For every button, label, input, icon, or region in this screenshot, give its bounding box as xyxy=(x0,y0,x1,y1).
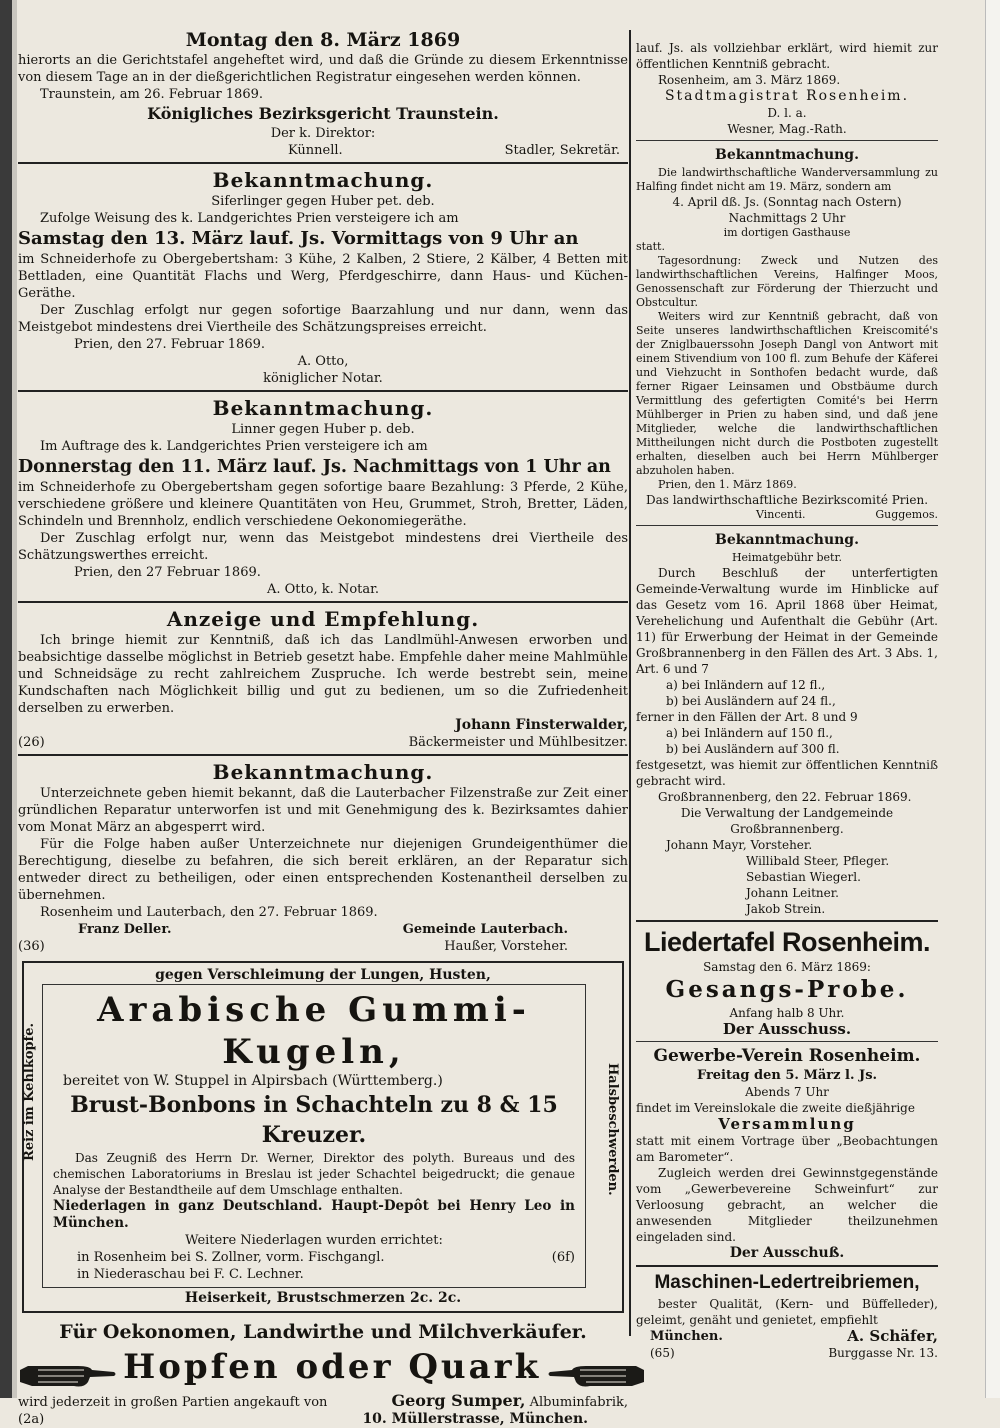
notice-p3: festgesetzt, was hiemit zur öffentlichen Kenntniß gebracht wird. xyxy=(636,758,938,788)
ad-number: (65) xyxy=(650,1346,675,1360)
notice-announcement xyxy=(18,606,628,751)
fee-b2: b) bei Ausländern auf 300 fl. xyxy=(666,742,840,756)
notice-body: lauf. Js. als vollziehbar erklärt, wird hiemit zur öffentlichen Kenntniß gebracht. xyxy=(636,41,938,71)
place-date: Prien, den 1. März 1869. xyxy=(658,478,797,491)
section-rule xyxy=(636,525,938,526)
maker-line: bereitet von W. Stuppel in Alpirsbach (Württemberg.) xyxy=(63,1073,443,1089)
product-title: Arabische Gummi-Kugeln, xyxy=(97,990,531,1072)
notice-date-line: Montag den 8. März 1869 xyxy=(185,29,461,51)
fee-a1: a) bei Inländern auf 12 fl., xyxy=(666,678,826,692)
notice-auction-1 xyxy=(18,167,628,387)
meeting-place: im dortigen Gasthause xyxy=(723,226,851,239)
ad-address: Burggasse Nr. 13. xyxy=(828,1346,938,1360)
signature-3: Wesner, Mag.-Rath. xyxy=(727,122,847,136)
ad-event: Gesangs-Probe. xyxy=(665,976,909,1003)
signature-title: königlicher Notar. xyxy=(263,371,383,386)
signature-role: Der k. Direktor: xyxy=(270,126,376,141)
section-rule xyxy=(18,162,628,164)
product-name: Hopfen oder Quark xyxy=(123,1347,542,1387)
notice-p2: ferner in den Fällen der Art. 8 und 9 xyxy=(636,710,858,724)
buyer-business: Albuminfabrik, xyxy=(529,1394,628,1410)
notice-body: Ich bringe hiemit zur Kenntniß, daß ich das Landlmühl-Anwesen erworben und beabsichtige dasselbe möglichst in Betrieb gesetzt habe. Empfehle daher meine Mahlmühle und Schneidsäge zu recht zahlreichem Zuspruche. Ich werde bestrebt sein, meine Kundschaften nach Möglichkeit billig und gut zu bedienen, um so die Zufriedenheit derselben zu erwerben. xyxy=(18,633,628,716)
gewerbeverein-ad xyxy=(636,1045,938,1262)
ad-name: A. Schäfer, xyxy=(847,1327,938,1345)
notice-agri-meeting xyxy=(636,144,938,522)
place-date: Prien, den 27 Februar 1869. xyxy=(74,565,261,580)
notice-heading: Bekanntmachung. xyxy=(715,147,859,163)
auction-date: Samstag den 13. März lauf. Js. Vormittags von 9 Uhr an xyxy=(18,228,579,249)
notice-body: im Schneiderhofe zu Obergebertsham: 3 Kühe, 2 Kalben, 2 Stiere, 2 Kälber, 4 Betten mit Bettladen, eine Quantität Flachs und Werg, Pferdgeschirre, dann Haus- und Küchen-Geräthe. xyxy=(18,252,628,301)
section-rule xyxy=(636,140,938,141)
municipality: Die Verwaltung der Landgemeinde Großbrannenberg. xyxy=(680,806,894,836)
notice-p1: Die landwirthschaftliche Wanderversammlung zu Halfing findet nicht am 19. März, sondern am xyxy=(636,166,938,193)
ad-time: Anfang halb 8 Uhr. xyxy=(729,1006,845,1020)
section-rule xyxy=(18,754,628,756)
notice-heading: Bekanntmachung. xyxy=(212,760,434,784)
notice-heading: Bekanntmachung. xyxy=(212,168,434,192)
place-date: Rosenheim und Lauterbach, den 27. Februar 1869. xyxy=(40,905,378,920)
ad-event: Versammlung xyxy=(718,1115,856,1133)
notice-heading: Bekanntmachung. xyxy=(212,396,434,420)
notice-intro: Im Auftrage des k. Landgerichtes Prien versteigere ich am xyxy=(40,439,428,454)
left-column xyxy=(18,28,628,1428)
notice-body-2: Für die Folge haben außer Unterzeichnete nur diejenigen Grundeigenthümer die Berechtigung, dieselbe zu befahren, die sich bereit erklären, an der Reparatur sich entweder direct zu betheiligen, oder einen entsprechenden Kostenantheil derselben zu übernehmen. xyxy=(18,837,628,903)
ad-number: (36) xyxy=(18,939,45,954)
column-divider xyxy=(629,30,631,1336)
signatory: Johann Leitner. xyxy=(746,886,839,900)
fee-b1: b) bei Ausländern auf 24 fl., xyxy=(666,694,836,708)
gum-balls-ad xyxy=(22,961,624,1313)
notice-heading: Anzeige und Empfehlung. xyxy=(166,607,480,631)
signature: A. Otto, k. Notar. xyxy=(266,582,380,597)
treibriemen-ad xyxy=(636,1270,938,1361)
ad-time: Abends 7 Uhr xyxy=(745,1085,829,1099)
signature-right: Guggemos. xyxy=(875,508,938,521)
side-text-left: Reiz im Kehlkopfe. xyxy=(22,1023,37,1161)
certificate-text: Das Zeugniß des Herrn Dr. Werner, Direktor des polyth. Bureaus und des chemischen Laboratoriums in Breslau ist jeder Schachtel beigedruckt; die genaue Analyse der Bestandtheile auf dem Umschlage enthalten. xyxy=(53,1151,575,1197)
signature-right: Stadler, Sekretär. xyxy=(504,143,620,158)
notice-court-traunstein xyxy=(18,28,628,159)
meeting-statt: statt. xyxy=(636,240,665,253)
signatory: Johann Mayr, Vorsteher. xyxy=(666,838,813,852)
court-name: Königliches Bezirksgericht Traunstein. xyxy=(147,104,499,123)
section-rule xyxy=(18,601,628,603)
signature-2: D. l. a. xyxy=(767,106,807,120)
notice-p1: Durch Beschluß der unterfertigten Gemeinde-Verwaltung wurde im Hinblicke auf das Gesetz vom 16. April 1868 über Heimat, Verehelichung und Aufenthalt die Gebühr (Art. 11) für Erwerbung der Heimat in der Gemeinde Großbrannenberg in den Fällen des Art. 3 Abs. 1, Art. 6 und 7 xyxy=(636,566,938,676)
section-rule xyxy=(18,390,628,392)
ad-number: (2a) xyxy=(18,1411,45,1427)
ad-p3: Zugleich werden drei Gewinnstgegenstände vom „Gewerbevereine Schweinfurt“ zur Verloosung gebracht, an welcher die anwesenden Mitglieder theilzunehmen eingeladen sind. xyxy=(636,1166,938,1244)
depot-line-2: Weitere Niederlagen wurden errichtet: xyxy=(185,1233,443,1248)
ad-bottom-line: Heiserkeit, Brustschmerzen 2c. 2c. xyxy=(184,1290,462,1306)
notice-auction-2 xyxy=(18,395,628,598)
depot-line: Niederlagen in ganz Deutschland. Haupt-Depôt bei Henry Leo in München. xyxy=(53,1198,575,1231)
signatory: Willibald Steer, Pfleger. xyxy=(746,854,890,868)
quark-ad xyxy=(18,1319,628,1428)
meeting-date: 4. April dß. Js. (Sonntag nach Ostern) xyxy=(672,195,902,209)
agenda: Tagesordnung: Zweck und Nutzen des landwirthschaftlichen Vereins, Halfinger Moos, Genossenschaft zur Förderung der Thierzucht und Obstcultur. xyxy=(636,254,938,309)
ad-date: Samstag den 6. März 1869: xyxy=(703,960,871,974)
case-line: Siferlinger gegen Huber pet. deb. xyxy=(211,194,435,209)
signatory: Sebastian Wiegerl. xyxy=(746,870,861,884)
signature-left: Franz Deller. xyxy=(78,922,172,937)
meeting-time: Nachmittags 2 Uhr xyxy=(728,211,846,225)
notice-road-closure xyxy=(18,759,628,955)
pointing-hand-left-icon xyxy=(546,1356,646,1392)
section-rule xyxy=(636,1265,938,1267)
signature-right: Gemeinde Lauterbach. xyxy=(402,922,568,937)
signature-left: Vincenti. xyxy=(756,508,806,521)
buyer-name: Georg Sumper, xyxy=(391,1390,526,1410)
section-rule xyxy=(636,1041,938,1042)
ad-signature: Der Ausschuss. xyxy=(722,1020,852,1038)
place-date: Prien, den 27. Februar 1869. xyxy=(74,337,266,352)
notice-body: hierorts an die Gerichtstafel angeheftet wird, und daß die Gründe zu diesem Erkenntnisse von diesem Tage an in der dießgerichtlichen Registratur eingesehen werden können. xyxy=(18,53,628,85)
depot-location-2: in Niederaschau bei F. C. Lechner. xyxy=(77,1267,304,1282)
ad-p2: statt mit einem Vortrage über „Beobachtungen am Barometer“. xyxy=(636,1134,938,1164)
signature: Stadtmagistrat Rosenheim. xyxy=(664,88,910,104)
ad-title: Maschinen-Ledertreibriemen, xyxy=(654,1272,920,1293)
right-column xyxy=(636,40,938,1361)
advertiser-title: Bäckermeister und Mühlbesitzer. xyxy=(408,735,628,750)
place-date: Rosenheim, am 3. März 1869. xyxy=(658,73,841,87)
advertiser-name: Johann Finsterwalder, xyxy=(455,717,628,733)
ad-date: Freitag den 5. März l. Js. xyxy=(696,1068,878,1083)
ad-heading: Für Oekonomen, Landwirthe und Milchverkäufer. xyxy=(59,1321,587,1343)
signature: A. Otto, xyxy=(297,354,349,369)
ad-city: München. xyxy=(650,1329,723,1344)
scan-binding-edge xyxy=(0,0,12,1398)
place-date: Traunstein, am 26. Februar 1869. xyxy=(40,87,264,102)
buyer-address: 10. Müllerstrasse, München. xyxy=(362,1410,588,1427)
depot-location-1: in Rosenheim bei S. Zollner, vorm. Fischgangl. xyxy=(77,1250,385,1265)
signature-left: Künnell. xyxy=(288,143,343,158)
ad-number: (26) xyxy=(18,735,45,750)
scan-right-edge xyxy=(985,0,1000,1398)
notice-p2: Weiters wird zur Kenntniß gebracht, daß von Seite unseres landwirthschaftlichen Kreiscomité's der Zniglbauerssohn Joseph Dangl von Antwort mit einem Stivendium von 100 fl. zum Behufe der Käferei und Viehzucht in Sonthofen bedacht wurde, daß ferner Rigaer Leinsamen und Obstbäume durch Vermittlung des gefertigten Comité's bei Herrn Mühlberger in Prien zu haben sind, und daß jene Mitglieder, welche die landwirthschaftlichen Mittheilungen nicht durch die Postboten zugestellt erhalten, dieselben auch bei Herrn Mühlberger abzuholen haben. xyxy=(636,310,938,477)
notice-intro: Zufolge Weisung des k. Landgerichtes Prien versteigere ich am xyxy=(40,211,459,226)
signature-right-2: Haußer, Vorsteher. xyxy=(444,939,568,954)
ad-p1: findet im Vereinslokale die zweite dießjährige xyxy=(636,1101,915,1115)
pointing-hand-right-icon xyxy=(18,1356,118,1392)
ad-inner-frame xyxy=(42,984,586,1288)
notice-terms: Der Zuschlag erfolgt nur gegen sofortige Baarzahlung und nur dann, wenn das Meistgebot mindestens drei Viertheile des Schätzungspreises erreicht. xyxy=(18,303,628,335)
side-text-right: Halsbeschwerden. xyxy=(605,1063,620,1196)
product-subtitle: Brust-Bonbons in Schachteln zu 8 & 15 Kreuzer. xyxy=(70,1092,558,1148)
notice-body: Unterzeichnete geben hiemit bekannt, daß die Lauterbacher Filzenstraße zur Zeit einer gründlichen Reparatur unterworfen ist und mit Genehmigung des k. Bezirksamtes dahier vom Monat März an abgesperrt wird. xyxy=(18,786,628,835)
ad-p1: bester Qualität, (Kern- und Büffelleder), geleimt, genäht und genietet, empfiehlt xyxy=(636,1297,938,1327)
auction-date: Donnerstag den 11. März lauf. Js. Nachmittags von 1 Uhr an xyxy=(18,457,611,477)
ad-number: (6f) xyxy=(551,1250,575,1265)
notice-subheading: Heimatgebühr betr. xyxy=(731,551,843,564)
liedertafel-ad xyxy=(636,925,938,1038)
notice-heading: Bekanntmachung. xyxy=(715,532,859,548)
fee-a2: a) bei Inländern auf 150 fl., xyxy=(666,726,833,740)
ad-title: Gewerbe-Verein Rosenheim. xyxy=(653,1046,921,1066)
notice-heimatgebuehr xyxy=(636,529,938,917)
ad-signature: Der Ausschuß. xyxy=(729,1245,845,1261)
ad-top-line: gegen Verschleimung der Lungen, Husten, xyxy=(155,967,491,983)
ad-body: wird jederzeit in großen Partien angekauft von xyxy=(18,1394,328,1410)
notice-terms: Der Zuschlag erfolgt nur, wenn das Meistgebot mindestens drei Viertheile des Schätzungswerthes erreicht. xyxy=(18,531,628,563)
case-line: Linner gegen Huber p. deb. xyxy=(231,422,415,437)
section-rule xyxy=(636,920,938,922)
signatory: Jakob Strein. xyxy=(746,902,826,916)
ad-title: Liedertafel Rosenheim. xyxy=(643,927,931,957)
scan-binding-shadow xyxy=(12,0,17,1398)
notice-body: im Schneiderhofe zu Obergebertsham gegen sofortige baare Bezahlung: 3 Pferde, 2 Kühe, verschiedene größere und kleinere Quantitäten von Heu, Grummet, Stroh, Bretter, Läden, Schindeln und Brennholz, endlich verschiedene Oekonomiegeräthe. xyxy=(18,480,628,529)
place-date: Großbrannenberg, den 22. Februar 1869. xyxy=(658,790,912,804)
signature: Das landwirthschaftliche Bezirkscomité Prien. xyxy=(645,493,929,507)
notice-stadtmagistrat xyxy=(636,40,938,137)
